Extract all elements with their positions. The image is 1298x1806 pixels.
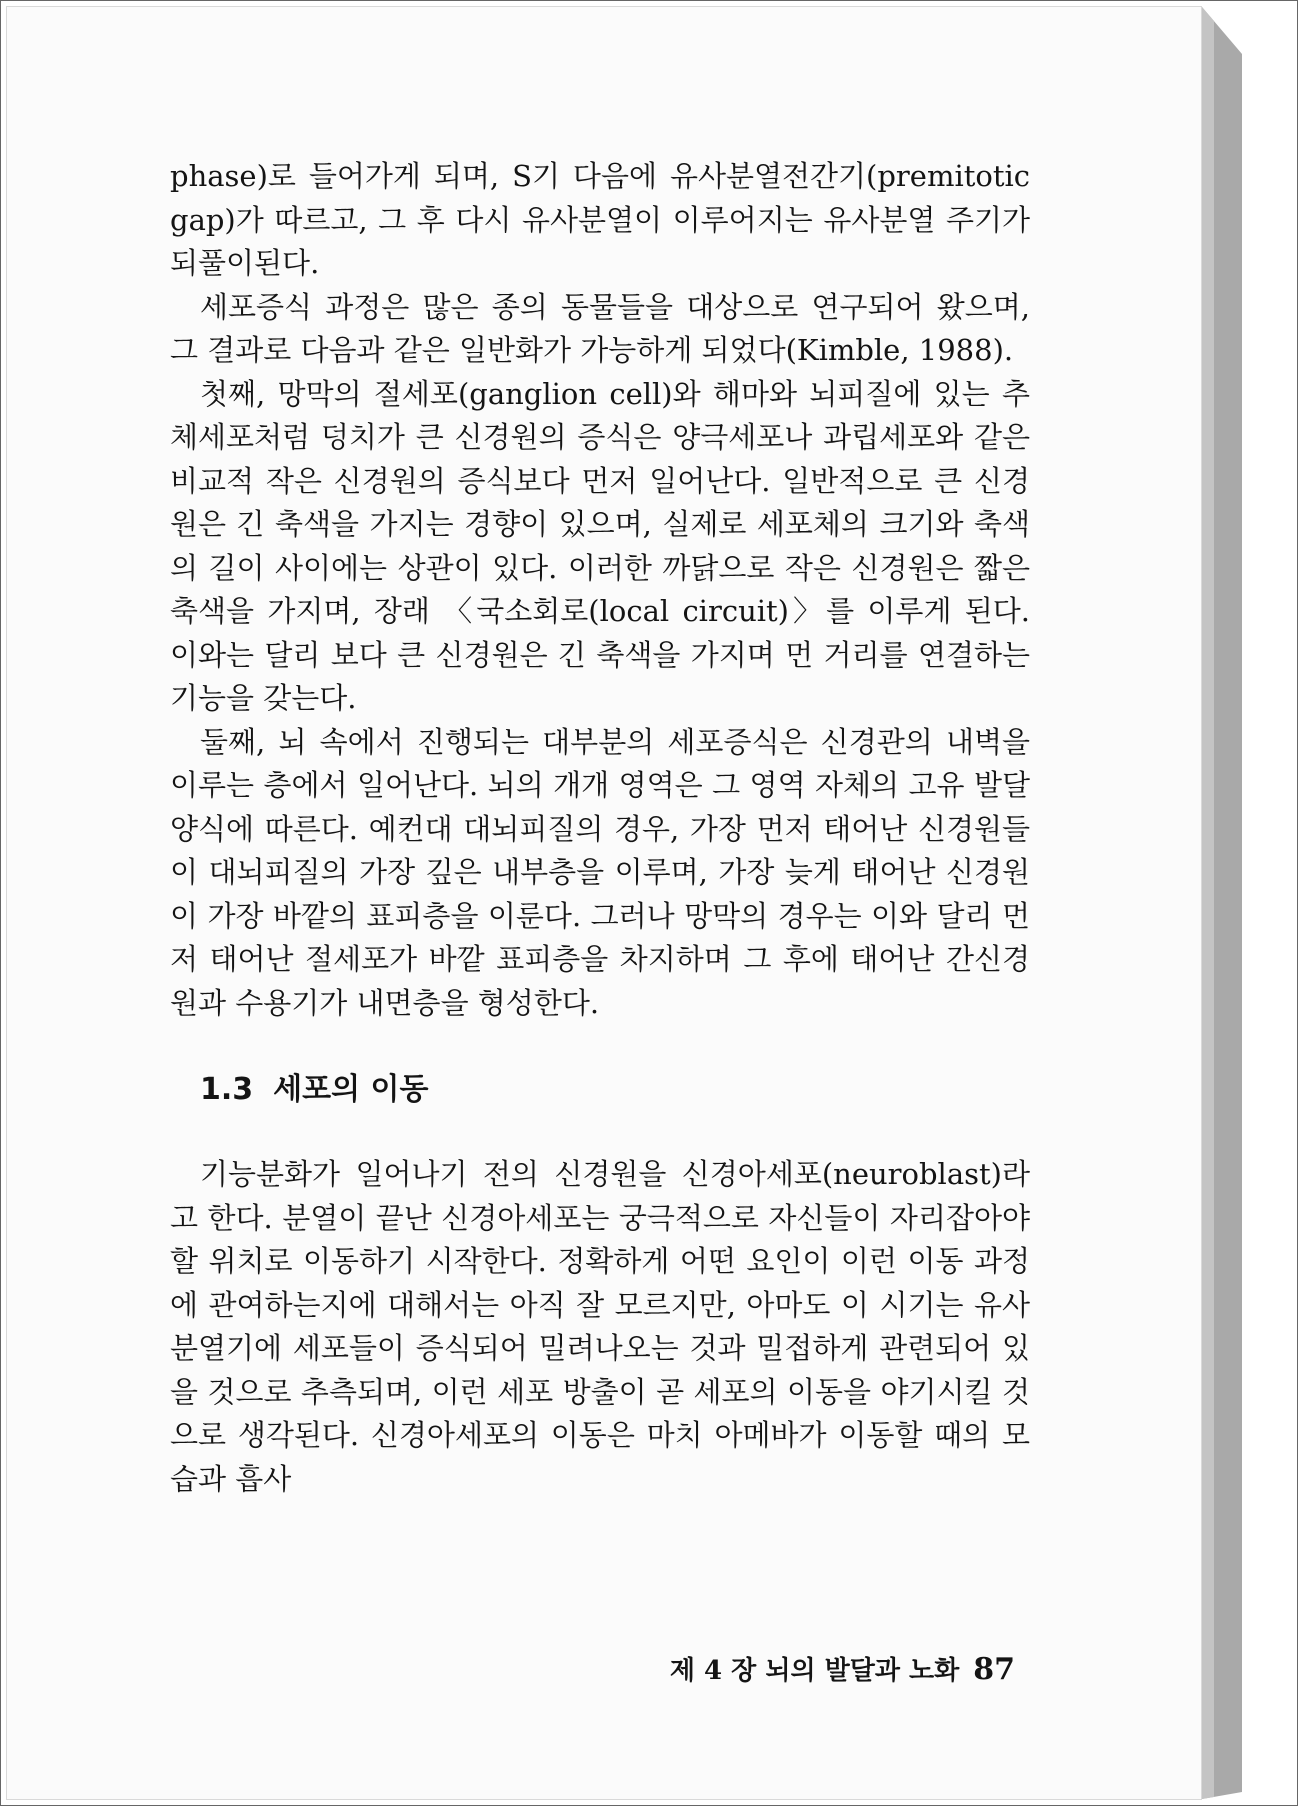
section-heading (200, 1070, 1030, 1110)
paragraph-3: 첫째, 망막의 절세포(ganglion cell)와 해마와 뇌피질에 있는 추체세포처럼 덩치가 큰 신경원의 증식은 양극세포나 과립세포와 같은 비교적 작은 신경원의 증식보다 먼저 일어난다. 일반적으로 큰 신경원은 긴 축색을 가지는 경향이 있으며, 실제로 세포체의 크기와 축색의 길이 사이에는 상관이 있다. 이러한 까닭으로 작은 신경원은 짧은 축색을 가지며, 장래 〈국소회로(local circuit)〉를 이루게 된다. 이와는 달리 보다 큰 신경원은 긴 축색을 가지며 먼 거리를 연결하는 기능을 갖는다. (170, 376, 1030, 715)
page-side-highlight (1202, 7, 1214, 1799)
paragraph-4: 둘째, 뇌 속에서 진행되는 대부분의 세포증식은 신경관의 내벽을 이루는 층에서 일어난다. 뇌의 개개 영역은 그 영역 자체의 고유 발달양식에 따른다. 예컨대 대뇌피질의 경우, 가장 먼저 태어난 신경원들이 대뇌피질의 가장 깊은 내부층을 이루며, 가장 늦게 태어난 신경원이 가장 바깥의 표피층을 이룬다. 그러나 망막의 경우는 이와 달리 먼저 태어난 절세포가 바깥 표피층을 차지하며 그 후에 태어난 간신경원과 수용기가 내면층을 형성한다. (170, 724, 1030, 1020)
paragraph-5: 기능분화가 일어나기 전의 신경원을 신경아세포(neuroblast)라고 한다. 분열이 끝난 신경아세포는 궁극적으로 자신들이 자리잡아야 할 위치로 이동하기 시작한다. 정확하게 어떤 요인이 이런 이동 과정에 관여하는지에 대해서는 아직 잘 모르지만, 아마도 이 시기는 유사분열기에 세포들이 증식되어 밀려나오는 것과 밀접하게 관련되어 있을 것으로 추측되며, 이런 세포 방출이 곧 세포의 이동을 야기시킬 것으로 생각된다. 신경아세포의 이동은 마치 아메바가 이동할 때의 모습과 흡사 (170, 1157, 1030, 1496)
section-title: 세포의 이동 (273, 1072, 429, 1107)
section-number: 1.3 (200, 1072, 254, 1107)
page-number: 87 (973, 1652, 1015, 1687)
body-text (170, 155, 1030, 1501)
paragraph-2: 세포증식 과정은 많은 종의 동물들을 대상으로 연구되어 왔으며, 그 결과로 다음과 같은 일반화가 가능하게 되었다(Kimble, 1988). (170, 289, 1030, 367)
paragraph-1: phase)로 들어가게 되며, S기 다음에 유사분열전간기(premitotic gap)가 따르고, 그 후 다시 유사분열이 이루어지는 유사분열 주기가 되풀이된다. (170, 159, 1030, 280)
page-footer (660, 1650, 1015, 1687)
chapter-label: 제 4 장 뇌의 발달과 노화 (669, 1656, 960, 1686)
